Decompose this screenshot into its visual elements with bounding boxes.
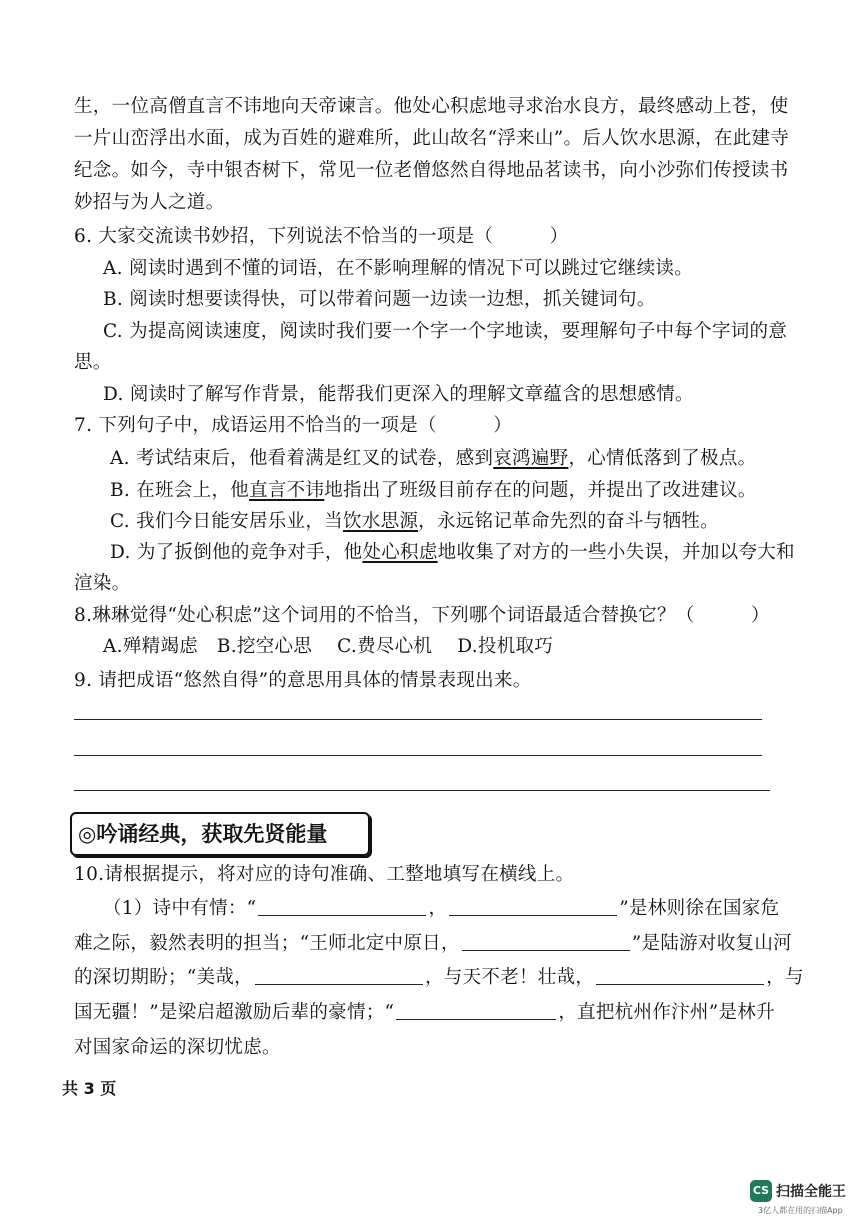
- question-10-line: 难之际，毅然表明的担当；“王师北定中原日， ”是陆游对收复山河: [74, 933, 792, 954]
- answer-line[interactable]: [74, 755, 762, 756]
- question-10-line: 的深切期盼；“美哉， ，与天不老！壮哉， ，与: [74, 967, 804, 988]
- question-9-stem: 9. 请把成语“悠然自得”的意思用具体的情景表现出来。: [74, 670, 532, 691]
- question-6-option-c-cont: 思。: [74, 352, 112, 373]
- idiom-underlined: 饮水思源: [342, 511, 419, 532]
- fill-blank[interactable]: [449, 897, 617, 916]
- passage-line: 生，一位高僧直言不讳地向天帝谏言。他处心积虑地寻求治水良方，最终感动上苍，使: [74, 96, 789, 117]
- passage-line: 纪念。如今，寺中银杏树下，常见一位老僧悠然自得地品茗读书，向小沙弥们传授读书: [74, 160, 789, 181]
- passage-line: 妙招与为人之道。: [74, 192, 225, 213]
- question-6-option-c: C. 为提高阅读速度，阅读时我们要一个字一个字地读，要理解句子中每个字词的意: [103, 321, 788, 342]
- watermark-name: 扫描全能王: [776, 1184, 846, 1200]
- passage-line: 一片山峦浮出水面，成为百姓的避难所，此山故名“浮来山”。后人饮水思源，在此建寺: [74, 128, 790, 149]
- question-6-option-b: B. 阅读时想要读得快，可以带着问题一边读一边想，抓关键词句。: [103, 289, 656, 310]
- fill-blank[interactable]: [462, 932, 630, 951]
- watermark-subtitle: 3亿人都在用的扫描App: [758, 1206, 843, 1215]
- question-6-option-d: D. 阅读时了解写作背景，能帮我们更深入的理解文章蕴含的思想感情。: [103, 384, 694, 405]
- question-7-option-c: C. 我们今日能安居乐业，当饮水思源，永远铭记革命先烈的奋斗与牺牲。: [110, 511, 719, 532]
- camscanner-logo-icon: CS: [750, 1180, 772, 1202]
- idiom-underlined: 哀鸿遍野: [493, 448, 569, 469]
- question-7-option-d: D. 为了扳倒他的竞争对手，他处心积虑地收集了对方的一些小失误，并加以夸大和: [110, 542, 795, 563]
- question-10-line: 国无疆！”是梁启超激励后辈的豪情；“ ，直把杭州作汴州”是林升: [74, 1002, 775, 1023]
- question-7-option-b: B. 在班会上，他直言不讳地指出了班级目前存在的问题，并提出了改进建议。: [110, 480, 757, 501]
- question-8-stem: 8.琳琳觉得“处心积虑”这个词用的不恰当，下列哪个词语最适合替换它？（ ）: [74, 605, 770, 626]
- question-6-stem: 6. 大家交流读书妙招，下列说法不恰当的一项是（ ）: [74, 226, 569, 247]
- question-8-options: A.殚精竭虑 B.挖空心思 C.费尽心机 D.投机取巧: [103, 636, 554, 657]
- question-10-line: （1）诗中有情：“ ， ”是林则徐在国家危: [103, 898, 780, 919]
- scanner-watermark: [750, 1180, 856, 1220]
- fill-blank[interactable]: [596, 966, 764, 985]
- fill-blank[interactable]: [255, 966, 423, 985]
- question-7-option-a: A. 考试结束后，他看着满是红叉的试卷，感到哀鸿遍野，心情低落到了极点。: [110, 448, 757, 469]
- fill-blank[interactable]: [396, 1001, 556, 1020]
- question-6-option-a: A. 阅读时遇到不懂的词语，在不影响理解的情况下可以跳过它继续读。: [103, 258, 694, 279]
- question-10-stem: 10.请根据提示，将对应的诗句准确、工整地填写在横线上。: [74, 864, 575, 885]
- idiom-underlined: 直言不讳: [249, 480, 325, 501]
- answer-line[interactable]: [74, 719, 762, 720]
- idiom-underlined: 处心积虑: [362, 542, 438, 563]
- fill-blank[interactable]: [258, 897, 426, 916]
- question-10-line: 对国家命运的深切忧虑。: [74, 1037, 281, 1058]
- question-7-stem: 7. 下列句子中，成语运用不恰当的一项是（ ）: [74, 415, 513, 436]
- question-7-option-d-cont: 渲染。: [74, 573, 131, 594]
- section-title: ◎吟诵经典，获取先贤能量: [78, 822, 328, 846]
- page-count: 共 3 页: [62, 1079, 117, 1098]
- answer-line[interactable]: [74, 790, 770, 791]
